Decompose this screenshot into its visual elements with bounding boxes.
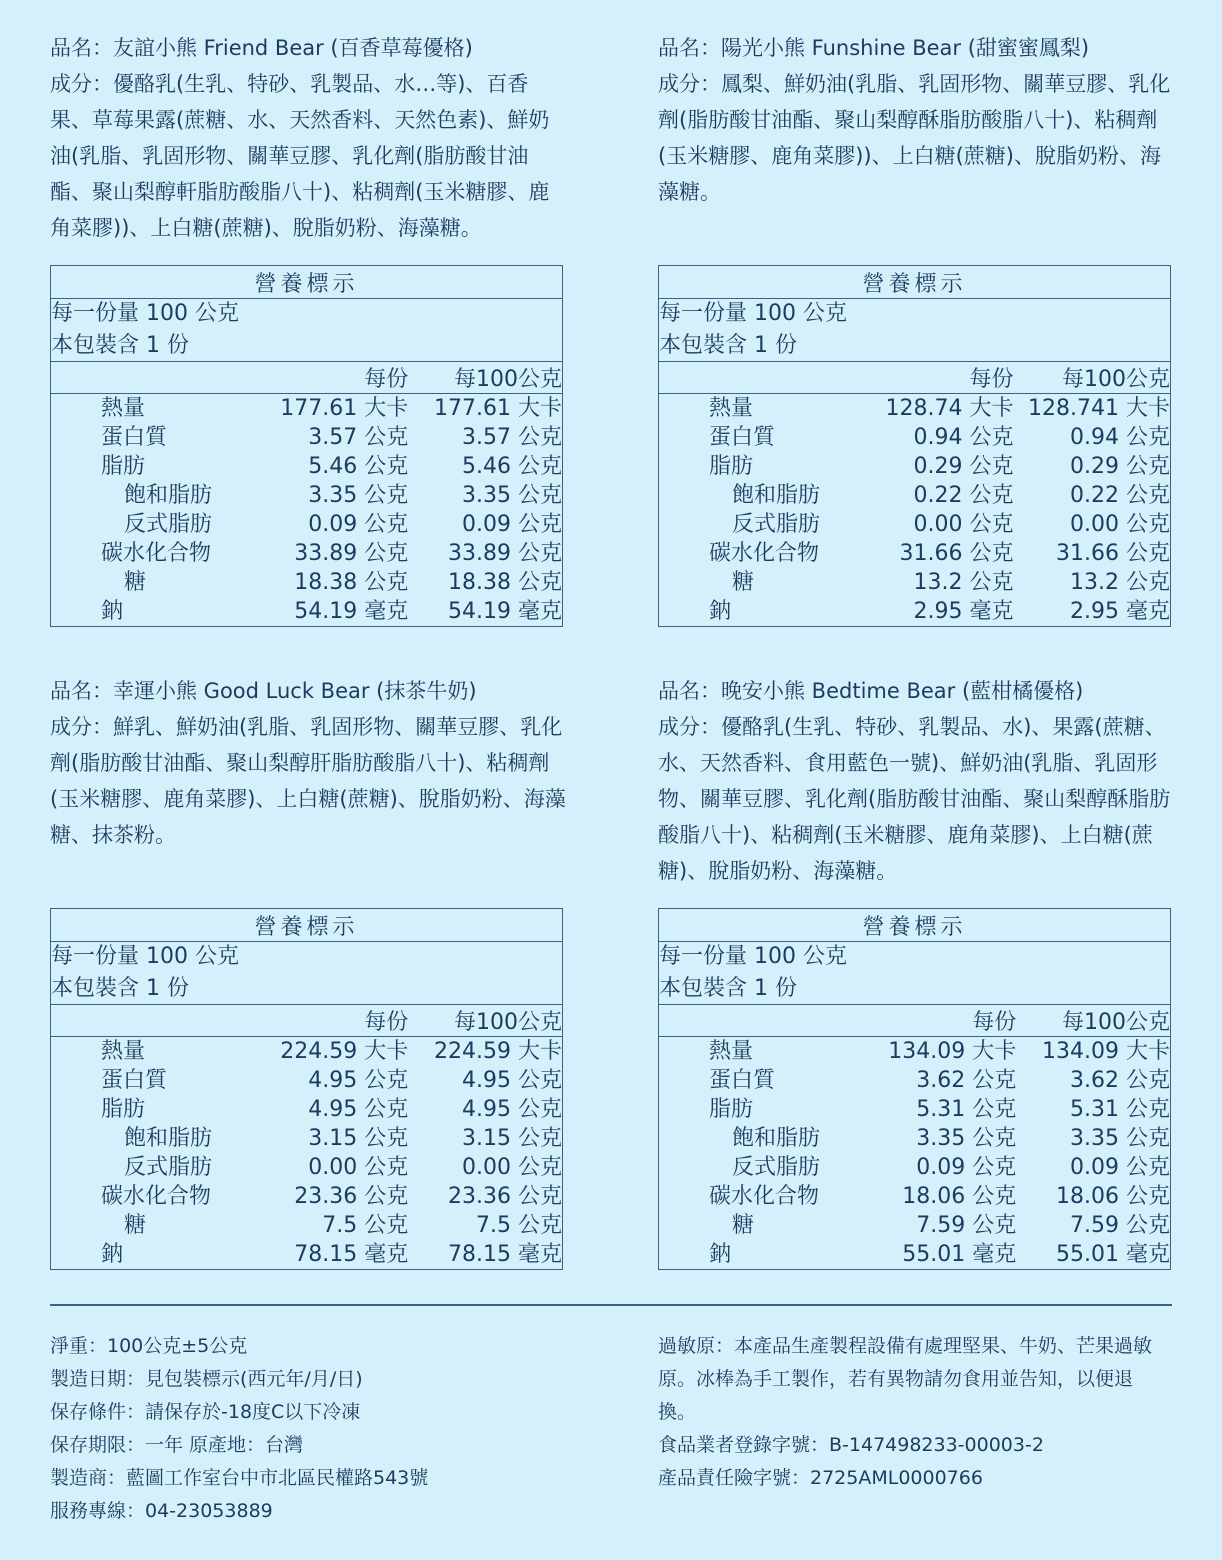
product-ingredients: 成分：優酪乳(生乳、特砂、乳製品、水)、果露(蔗糖、水、天然香料、食用藍色一號)、鮮奶油(乳脂、乳固形物、關華豆膠、乳化劑(脂肪酸甘油酯、聚山梨醇酥脂肪酸脂八十)、粘稠劑(玉米糖膠、鹿角菜膠)、上白糖(蔗糖)、脫脂奶粉、海藻糖。 bbox=[658, 715, 1171, 883]
nutrient-row bbox=[659, 1095, 1171, 1124]
nutrient-per-100g: 0.29 公克 bbox=[1070, 454, 1170, 479]
service-hotline: 服務專線：04-23053889 bbox=[50, 1500, 273, 1522]
nutrient-name: 糖 bbox=[732, 1213, 755, 1238]
product-good-luck-bear bbox=[50, 673, 570, 931]
nutrient-per-100g: 54.19 毫克 bbox=[448, 599, 562, 624]
nutrient-per-serving: 31.66 公克 bbox=[899, 541, 1014, 566]
nutrient-row bbox=[659, 568, 1171, 597]
nutrition-table bbox=[50, 908, 563, 1270]
nutrient-per-100g: 55.01 毫克 bbox=[1056, 1242, 1170, 1267]
nutrient-per-serving: 54.19 毫克 bbox=[294, 599, 409, 624]
nutrient-row bbox=[51, 1095, 563, 1124]
nutrient-per-100g: 4.95 公克 bbox=[462, 1097, 562, 1122]
nutrient-name: 熱量 bbox=[709, 1039, 754, 1064]
nutrient-name: 反式脂肪 bbox=[732, 1155, 821, 1180]
column-header-per-100g: 每100公克 bbox=[408, 362, 562, 394]
nutrient-per-serving: 0.00 公克 bbox=[913, 512, 1014, 537]
nutrient-name: 碳水化合物 bbox=[101, 541, 212, 566]
nutrient-name: 飽和脂肪 bbox=[732, 1126, 821, 1151]
nutrition-title: 營養標示 bbox=[51, 266, 563, 299]
nutrient-per-100g: 3.35 公克 bbox=[462, 483, 562, 508]
nutrient-row bbox=[659, 1211, 1171, 1240]
nutrient-row bbox=[659, 394, 1171, 424]
nutrient-row bbox=[51, 452, 563, 481]
nutrient-name: 蛋白質 bbox=[709, 1068, 776, 1093]
nutrient-row bbox=[51, 1124, 563, 1153]
net-weight: 淨重：100公克±5公克 bbox=[50, 1335, 248, 1357]
column-header-per-100g: 每100公克 bbox=[1016, 1005, 1170, 1037]
nutrient-row bbox=[659, 510, 1171, 539]
product-name: 品名：陽光小熊 Funshine Bear (甜蜜蜜鳳梨) bbox=[658, 36, 1090, 60]
nutrient-per-100g: 78.15 毫克 bbox=[448, 1242, 562, 1267]
nutrient-per-100g: 5.31 公克 bbox=[1070, 1097, 1170, 1122]
nutrient-name: 蛋白質 bbox=[101, 425, 168, 450]
nutrient-row bbox=[51, 481, 563, 510]
nutrient-name: 糖 bbox=[124, 1213, 147, 1238]
nutrient-name: 飽和脂肪 bbox=[124, 1126, 213, 1151]
nutrient-row bbox=[659, 597, 1171, 627]
nutrient-per-100g: 3.62 公克 bbox=[1070, 1068, 1170, 1093]
nutrient-per-100g: 2.95 毫克 bbox=[1070, 599, 1170, 624]
serving-size: 每一份量 100 公克 bbox=[51, 944, 239, 969]
nutrient-row bbox=[659, 539, 1171, 568]
nutrient-per-serving: 33.89 公克 bbox=[294, 541, 409, 566]
nutrient-row bbox=[659, 481, 1171, 510]
nutrient-per-serving: 3.35 公克 bbox=[308, 483, 409, 508]
column-header-per-serving: 每份 bbox=[888, 1005, 1016, 1037]
liability-insurance-number: 產品責任險字號：2725AML0000766 bbox=[658, 1467, 983, 1489]
nutrient-name: 蛋白質 bbox=[709, 425, 776, 450]
nutrient-per-100g: 224.59 大卡 bbox=[434, 1039, 562, 1064]
serving-size: 每一份量 100 公克 bbox=[51, 301, 239, 326]
nutrient-row bbox=[51, 1211, 563, 1240]
nutrient-per-100g: 5.46 公克 bbox=[462, 454, 562, 479]
shelf-life-origin: 保存期限：一年 原產地：台灣 bbox=[50, 1434, 304, 1456]
column-header-per-100g: 每100公克 bbox=[1013, 362, 1170, 394]
nutrient-row bbox=[659, 1240, 1171, 1270]
nutrient-name: 反式脂肪 bbox=[732, 512, 821, 537]
nutrient-per-serving: 7.59 公克 bbox=[916, 1213, 1017, 1238]
nutrient-per-serving: 2.95 毫克 bbox=[913, 599, 1014, 624]
nutrient-name: 反式脂肪 bbox=[124, 1155, 213, 1180]
header-spacer bbox=[51, 1005, 281, 1037]
nutrient-name: 蛋白質 bbox=[101, 1068, 168, 1093]
product-ingredients: 成分：鳳梨、鮮奶油(乳脂、乳固形物、關華豆膠、乳化劑(脂肪酸甘油酯、聚山梨醇酥脂肪酸脂八十)、粘稠劑(玉米糖膠、鹿角菜膠))、上白糖(蔗糖)、脫脂奶粉、海藻糖。 bbox=[658, 72, 1171, 204]
nutrition-title: 營養標示 bbox=[51, 909, 563, 942]
nutrient-row bbox=[51, 597, 563, 627]
nutrient-row bbox=[51, 539, 563, 568]
nutrient-row bbox=[51, 510, 563, 539]
allergen-notice: 過敏原：本產品生產製程設備有處理堅果、牛奶、芒果過敏原。冰棒為手工製作，若有異物請勿食用並告知，以便退換。 bbox=[658, 1335, 1153, 1423]
nutrient-per-100g: 7.5 公克 bbox=[476, 1213, 562, 1238]
nutrient-per-serving: 13.2 公克 bbox=[913, 570, 1014, 595]
nutrient-per-serving: 0.09 公克 bbox=[916, 1155, 1017, 1180]
nutrition-table bbox=[658, 265, 1171, 627]
nutrient-per-100g: 4.95 公克 bbox=[462, 1068, 562, 1093]
nutrient-per-100g: 134.09 大卡 bbox=[1042, 1039, 1170, 1064]
nutrient-per-100g: 7.59 公克 bbox=[1070, 1213, 1170, 1238]
nutrient-name: 碳水化合物 bbox=[709, 1184, 820, 1209]
nutrient-per-serving: 3.15 公克 bbox=[308, 1126, 409, 1151]
food-business-registration: 食品業者登錄字號：B-147498233-00003-2 bbox=[658, 1434, 1044, 1456]
serving-size: 每一份量 100 公克 bbox=[659, 301, 847, 326]
nutrient-per-100g: 177.61 大卡 bbox=[434, 396, 562, 421]
nutrient-per-serving: 134.09 大卡 bbox=[888, 1039, 1017, 1064]
footer-right bbox=[658, 1330, 1158, 1495]
nutrient-name: 脂肪 bbox=[101, 1097, 146, 1122]
footer-divider bbox=[50, 1304, 1172, 1306]
nutrient-per-serving: 0.09 公克 bbox=[308, 512, 409, 537]
nutrient-row bbox=[659, 1182, 1171, 1211]
nutrient-per-100g: 0.00 公克 bbox=[1070, 512, 1170, 537]
nutrient-per-serving: 4.95 公克 bbox=[308, 1097, 409, 1122]
nutrient-per-serving: 5.46 公克 bbox=[308, 454, 409, 479]
nutrient-row bbox=[51, 1240, 563, 1270]
nutrient-row bbox=[659, 452, 1171, 481]
nutrient-per-100g: 0.09 公克 bbox=[1070, 1155, 1170, 1180]
nutrient-per-100g: 0.09 公克 bbox=[462, 512, 562, 537]
servings-per-package: 本包裝含 1 份 bbox=[51, 331, 563, 362]
nutrient-per-100g: 0.94 公克 bbox=[1070, 425, 1170, 450]
nutrient-name: 飽和脂肪 bbox=[732, 483, 821, 508]
product-name: 品名：幸運小熊 Good Luck Bear (抹茶牛奶) bbox=[50, 679, 477, 703]
nutrient-per-serving: 5.31 公克 bbox=[916, 1097, 1017, 1122]
product-name: 品名：晚安小熊 Bedtime Bear (藍柑橘優格) bbox=[658, 679, 1084, 703]
nutrition-title: 營養標示 bbox=[659, 909, 1171, 942]
nutrient-row bbox=[659, 1037, 1171, 1067]
product-friend-bear bbox=[50, 30, 570, 288]
nutrient-name: 脂肪 bbox=[709, 1097, 754, 1122]
nutrient-per-100g: 13.2 公克 bbox=[1070, 570, 1170, 595]
nutrient-row bbox=[659, 1124, 1171, 1153]
nutrient-row bbox=[51, 423, 563, 452]
nutrient-per-serving: 0.00 公克 bbox=[308, 1155, 409, 1180]
servings-per-package: 本包裝含 1 份 bbox=[659, 974, 1171, 1005]
nutrient-per-100g: 18.38 公克 bbox=[448, 570, 562, 595]
nutrient-per-serving: 0.94 公克 bbox=[913, 425, 1014, 450]
nutrient-name: 熱量 bbox=[101, 396, 146, 421]
nutrition-table bbox=[658, 908, 1171, 1270]
column-header-per-100g: 每100公克 bbox=[408, 1005, 562, 1037]
nutrient-name: 鈉 bbox=[709, 1242, 732, 1267]
nutrient-per-100g: 33.89 公克 bbox=[448, 541, 562, 566]
nutrition-title: 營養標示 bbox=[659, 266, 1171, 299]
manufacture-date: 製造日期：見包裝標示(西元年/月/日) bbox=[50, 1368, 363, 1390]
nutrient-per-serving: 3.62 公克 bbox=[916, 1068, 1017, 1093]
header-spacer bbox=[51, 362, 281, 394]
nutrient-name: 反式脂肪 bbox=[124, 512, 213, 537]
product-name: 品名：友誼小熊 Friend Bear (百香草莓優格) bbox=[50, 36, 473, 60]
nutrient-per-100g: 31.66 公克 bbox=[1056, 541, 1170, 566]
nutrient-name: 鈉 bbox=[101, 1242, 124, 1267]
nutrient-per-serving: 7.5 公克 bbox=[322, 1213, 409, 1238]
nutrient-row bbox=[659, 1153, 1171, 1182]
nutrient-name: 碳水化合物 bbox=[101, 1184, 212, 1209]
nutrient-name: 脂肪 bbox=[709, 454, 754, 479]
product-funshine-bear bbox=[658, 30, 1178, 288]
nutrient-per-serving: 177.61 大卡 bbox=[280, 396, 409, 421]
nutrient-per-100g: 3.15 公克 bbox=[462, 1126, 562, 1151]
nutrient-per-serving: 18.06 公克 bbox=[902, 1184, 1017, 1209]
nutrient-per-serving: 3.57 公克 bbox=[308, 425, 409, 450]
nutrient-per-serving: 0.22 公克 bbox=[913, 483, 1014, 508]
product-ingredients: 成分：鮮乳、鮮奶油(乳脂、乳固形物、關華豆膠、乳化劑(脂肪酸甘油酯、聚山梨醇肝脂肪酸脂八十)、粘稠劑(玉米糖膠、鹿角菜膠)、上白糖(蔗糖)、脫脂奶粉、海藻糖、抹茶粉。 bbox=[50, 715, 566, 847]
footer-left bbox=[50, 1330, 610, 1528]
nutrient-per-100g: 18.06 公克 bbox=[1056, 1184, 1170, 1209]
nutrient-per-100g: 0.22 公克 bbox=[1070, 483, 1170, 508]
nutrient-per-100g: 3.35 公克 bbox=[1070, 1126, 1170, 1151]
nutrient-name: 糖 bbox=[124, 570, 147, 595]
nutrient-per-serving: 55.01 毫克 bbox=[902, 1242, 1017, 1267]
nutrient-name: 熱量 bbox=[101, 1039, 146, 1064]
nutrient-name: 飽和脂肪 bbox=[124, 483, 213, 508]
nutrient-row bbox=[51, 1066, 563, 1095]
serving-size: 每一份量 100 公克 bbox=[659, 944, 847, 969]
nutrient-name: 鈉 bbox=[101, 599, 124, 624]
nutrient-row bbox=[659, 423, 1171, 452]
nutrient-row bbox=[51, 394, 563, 424]
column-header-per-serving: 每份 bbox=[280, 362, 408, 394]
nutrient-per-100g: 0.00 公克 bbox=[462, 1155, 562, 1180]
nutrient-per-serving: 4.95 公克 bbox=[308, 1068, 409, 1093]
nutrient-per-serving: 224.59 大卡 bbox=[280, 1039, 409, 1064]
nutrient-row bbox=[51, 1037, 563, 1067]
product-bedtime-bear bbox=[658, 673, 1178, 931]
column-header-per-serving: 每份 bbox=[885, 362, 1013, 394]
nutrient-per-100g: 128.741 大卡 bbox=[1028, 396, 1170, 421]
servings-per-package: 本包裝含 1 份 bbox=[659, 331, 1171, 362]
nutrient-row bbox=[51, 1182, 563, 1211]
nutrient-per-serving: 18.38 公克 bbox=[294, 570, 409, 595]
nutrient-name: 熱量 bbox=[709, 396, 754, 421]
nutrient-name: 碳水化合物 bbox=[709, 541, 820, 566]
nutrient-per-serving: 78.15 毫克 bbox=[294, 1242, 409, 1267]
nutrition-table bbox=[50, 265, 563, 627]
storage-conditions: 保存條件：請保存於-18度C以下冷凍 bbox=[50, 1401, 361, 1423]
column-header-per-serving: 每份 bbox=[280, 1005, 408, 1037]
product-ingredients: 成分：優酪乳(生乳、特砂、乳製品、水…等)、百香果、草莓果露(蔗糖、水、天然香料、天然色素)、鮮奶油(乳脂、乳固形物、關華豆膠、乳化劑(脂肪酸甘油酯、聚山梨醇軒脂肪酸脂八十)、粘稠劑(玉米糖膠、鹿角菜膠))、上白糖(蔗糖)、脫脂奶粉、海藻糖。 bbox=[50, 72, 550, 240]
header-spacer bbox=[659, 1005, 889, 1037]
nutrient-row bbox=[51, 568, 563, 597]
servings-per-package: 本包裝含 1 份 bbox=[51, 974, 563, 1005]
nutrient-row bbox=[659, 1066, 1171, 1095]
nutrient-per-serving: 23.36 公克 bbox=[294, 1184, 409, 1209]
nutrient-per-100g: 23.36 公克 bbox=[448, 1184, 562, 1209]
nutrient-row bbox=[51, 1153, 563, 1182]
nutrient-per-serving: 128.74 大卡 bbox=[885, 396, 1014, 421]
nutrient-name: 脂肪 bbox=[101, 454, 146, 479]
nutrient-per-serving: 0.29 公克 bbox=[913, 454, 1014, 479]
nutrient-name: 糖 bbox=[732, 570, 755, 595]
header-spacer bbox=[659, 362, 886, 394]
nutrient-name: 鈉 bbox=[709, 599, 732, 624]
manufacturer: 製造商：藍圖工作室台中市北區民權路543號 bbox=[50, 1467, 429, 1489]
nutrient-per-serving: 3.35 公克 bbox=[916, 1126, 1017, 1151]
nutrient-per-100g: 3.57 公克 bbox=[462, 425, 562, 450]
